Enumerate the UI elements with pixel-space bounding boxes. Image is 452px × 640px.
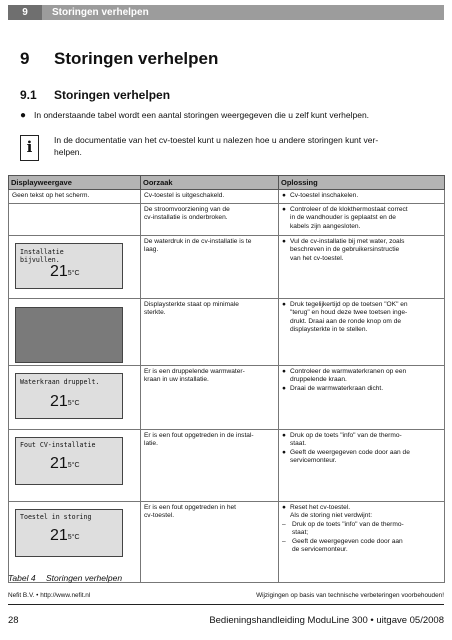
dash-marker: –: [282, 520, 286, 528]
display-message: Waterkraan druppelt.: [20, 378, 100, 386]
solution-text: "terug" en houd deze twee toetsen inge-: [290, 309, 408, 317]
display-message: Fout CV-installatie: [20, 441, 96, 449]
subsection-heading: [20, 88, 170, 102]
display-cell: [9, 236, 141, 299]
subsection-number: 9.1: [20, 88, 37, 102]
info-note: [20, 134, 422, 164]
info-icon: [20, 135, 39, 161]
display-cell: [9, 502, 141, 583]
cause-cell: Cv-toestel is uitgeschakeld.: [141, 190, 279, 204]
solution-cell: [279, 366, 445, 430]
cause-text: Er is een fout opgetreden in de instal-: [144, 432, 254, 439]
table-row: [9, 204, 445, 236]
solution-text: Druk tegelijkertijd op de toetsen "OK" en: [290, 301, 408, 308]
solution-text: Vul de cv-installatie bij met water, zoals: [290, 238, 405, 245]
note-line-2: helpen.: [54, 147, 82, 157]
solution-text: druppelende kraan.: [290, 376, 347, 384]
footer-disclaimer: Wijzigingen op basis van technische verbeteringen voorbehouden!: [256, 592, 444, 599]
solution-cell: [279, 236, 445, 299]
thermostat-display: [15, 373, 123, 419]
cause-cell: [141, 502, 279, 583]
cause-text: De stroomvoorziening van de: [144, 206, 230, 213]
dash-marker: –: [282, 537, 286, 545]
table-row: [9, 299, 445, 366]
solution-text: in de wandhouder is geplaatst en de: [290, 214, 396, 222]
page-number: 28: [8, 615, 19, 626]
solution-cell: [279, 299, 445, 366]
solution-text: Druk op de toets "info" van de thermo-: [290, 432, 402, 439]
cause-text: sterkte.: [144, 309, 166, 317]
bullet-icon: ●: [282, 504, 286, 511]
bullet-icon: ●: [282, 192, 286, 199]
display-cell: Geen tekst op het scherm.: [9, 190, 141, 204]
bullet-icon: ●: [282, 206, 286, 213]
table-caption: [8, 573, 122, 583]
troubleshooting-table: [8, 175, 445, 583]
footer-divider: [8, 604, 444, 605]
chapter-header-bar: [8, 5, 444, 20]
solution-text: de servicemonteur.: [292, 546, 348, 554]
intro-bullet: [20, 110, 369, 121]
table-row: [9, 430, 445, 502]
table-row: [9, 502, 445, 583]
display-cell: [9, 299, 141, 366]
manual-title: Bedieningshandleiding ModuLine 300 • uitgave 05/2008: [209, 615, 444, 626]
thermostat-display: [15, 509, 123, 557]
chapter-number: 9: [8, 5, 42, 20]
section-number: 9: [20, 49, 30, 68]
cause-text: laag.: [144, 246, 159, 254]
table-header-row: [9, 176, 445, 190]
solution-cell: [279, 204, 445, 236]
solution-text: drukt. Draai aan de ronde knop om de: [290, 317, 402, 325]
solution-cell: [279, 502, 445, 583]
thermostat-display: [15, 437, 123, 485]
chapter-title: Storingen verhelpen: [52, 7, 149, 18]
cause-cell: [141, 204, 279, 236]
bullet-icon: ●: [282, 301, 286, 308]
solution-text: Geeft de weergegeven code door aan: [292, 537, 403, 545]
cause-text: De waterdruk in de cv-installatie is te: [144, 238, 252, 245]
footer-publisher: Nefit B.V. • http://www.nefit.nl: [8, 592, 91, 599]
solution-cell: [279, 190, 445, 204]
note-line-1: In de documentatie van het cv-toestel kunt u nalezen hoe u andere storingen kunt ver-: [54, 135, 379, 145]
thermostat-display: [15, 243, 123, 289]
solution-text: staat.: [290, 440, 307, 448]
bullet-icon: ●: [20, 110, 27, 121]
intro-text: In onderstaande tabel wordt een aantal storingen weergegeven die u zelf kunt verhelpen.: [34, 110, 370, 120]
caption-title: Storingen verhelpen: [46, 573, 123, 583]
cause-text: Er is een fout opgetreden in het: [144, 504, 237, 511]
display-cell: [9, 430, 141, 502]
cause-text: cv-toestel.: [144, 512, 175, 520]
cause-cell: [141, 430, 279, 502]
section-title: Storingen verhelpen: [54, 49, 219, 68]
bullet-icon: ●: [282, 368, 286, 375]
info-icon-glyph: i: [26, 138, 33, 156]
bullet-icon: ●: [282, 238, 286, 245]
solution-text: staat;: [292, 529, 309, 537]
display-message: Toestel in storing: [20, 513, 92, 521]
cause-cell: [141, 299, 279, 366]
display-cell: [9, 366, 141, 430]
caption-number: Tabel 4: [8, 573, 36, 583]
solution-text: Cv-toestel inschakelen.: [290, 192, 359, 199]
bullet-icon: ●: [282, 384, 286, 392]
display-temperature: $21^{5^\circ C}$: [50, 455, 80, 472]
display-temperature: $21^{5^\circ C}$: [50, 527, 80, 544]
cause-text: Displaysterkte staat op minimale: [144, 301, 239, 308]
solution-text: Controleer de warmwaterkranen op een: [290, 368, 407, 375]
solution-text: Draai de warmwaterkraan dicht.: [290, 384, 384, 392]
cause-cell: [141, 366, 279, 430]
solution-text: kabels zijn aangesloten.: [290, 222, 361, 230]
cause-text: cv-installatie is onderbroken.: [144, 214, 228, 222]
table-row: [9, 366, 445, 430]
solution-text: Als de storing niet verdwijnt:: [290, 512, 373, 520]
solution-text: Druk op de toets "info" van de thermo-: [292, 520, 404, 528]
table-row: [9, 190, 445, 204]
display-temperature: $21^{5^\circ C}$: [50, 393, 80, 410]
column-header-cause: Oorzaak: [141, 176, 279, 190]
cause-text: Er is een druppelende warmwater-: [144, 368, 245, 375]
display-temperature: $21^{5^\circ C}$: [50, 263, 80, 280]
table-row: [9, 236, 445, 299]
info-note-text: [54, 134, 424, 158]
solution-text: displaysterkte in te stellen.: [290, 326, 368, 334]
solution-text: servicemonteur.: [290, 457, 337, 465]
bullet-icon: ●: [282, 432, 286, 439]
cause-cell: [141, 236, 279, 299]
column-header-display: Displayweergave: [9, 176, 141, 190]
solution-text: Geeft de weergegeven code door aan de: [290, 448, 410, 456]
solution-cell: [279, 430, 445, 502]
column-header-solution: Oplossing: [279, 176, 445, 190]
section-heading: [20, 49, 218, 69]
dimmed-display: [15, 307, 123, 363]
display-message: Installatie bijvullen.: [20, 248, 64, 264]
solution-text: beschreven in de gebruikersinstructie: [290, 246, 400, 254]
solution-text: Reset het cv-toestel.: [290, 504, 351, 511]
cause-text: latie.: [144, 440, 158, 448]
bullet-icon: ●: [282, 448, 286, 456]
solution-text: Controleer of de klokthermostaat correct: [290, 206, 408, 213]
cause-text: kraan in uw installatie.: [144, 376, 209, 384]
solution-text: van het cv-toestel.: [290, 254, 344, 262]
display-cell: [9, 204, 141, 236]
subsection-title: Storingen verhelpen: [54, 88, 171, 102]
